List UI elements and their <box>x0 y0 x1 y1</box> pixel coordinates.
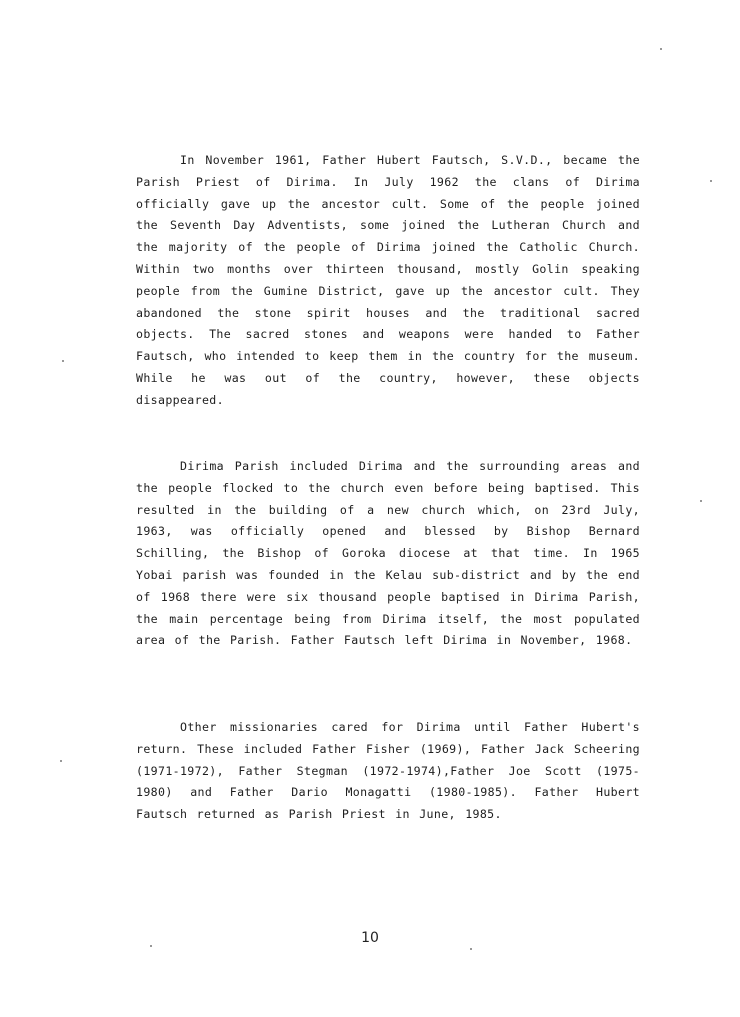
scan-speck <box>700 500 702 502</box>
paragraph-3: Other missionaries cared for Dirima until Father Hubert's return. These included Father Fisher (1969), Father Jack Scheering (1971-1972), Father Stegman (1972-1974),Father Joe Scott (1975-1980) and Father Dario Monagatti (1980-1985). Father Hubert Fautsch returned as Parish Priest in June, 1985. <box>136 720 640 822</box>
scan-speck <box>62 360 64 362</box>
scan-speck <box>60 760 62 762</box>
scan-speck <box>660 48 662 50</box>
scan-speck <box>710 180 712 182</box>
paragraph-2: Dirima Parish included Dirima and the surrounding areas and the people flocked to the church even before being baptised. This resulted in the building of a new church which, on 23rd July, 1963, was officially opened and blessed by Bishop Bernard Schilling, the Bishop of Goroka diocese at that time. In 1965 Yobai parish was founded in the Kelau sub-district and by the end of 1968 there were six thousand people baptised in Dirima Parish, the main percentage being from Dirima itself, the most populated area of the Parish. Father Fautsch left Dirima in November, 1968. <box>136 459 640 648</box>
page-number: 10 <box>361 930 379 946</box>
paragraph-1: In November 1961, Father Hubert Fautsch, S.V.D., became the Parish Priest of Dirima. In July 1962 the clans of Dirima officially gave up the ancestor cult. Some of the people joined the Seventh Day Adventists, some joined the Lutheran Church and the majority of the people of Dirima joined the Catholic Church. Within two months over thirteen thousand, mostly Golin speaking people from the Gumine District, gave up the ancestor cult. They abandoned the stone spirit houses and the traditional sacred objects. The sacred stones and weapons were handed to Father Fautsch, who intended to keep them in the country for the museum. While he was out of the country, however, these objects disappeared. <box>136 153 640 407</box>
scan-speck <box>150 945 152 947</box>
scan-speck <box>470 948 472 950</box>
